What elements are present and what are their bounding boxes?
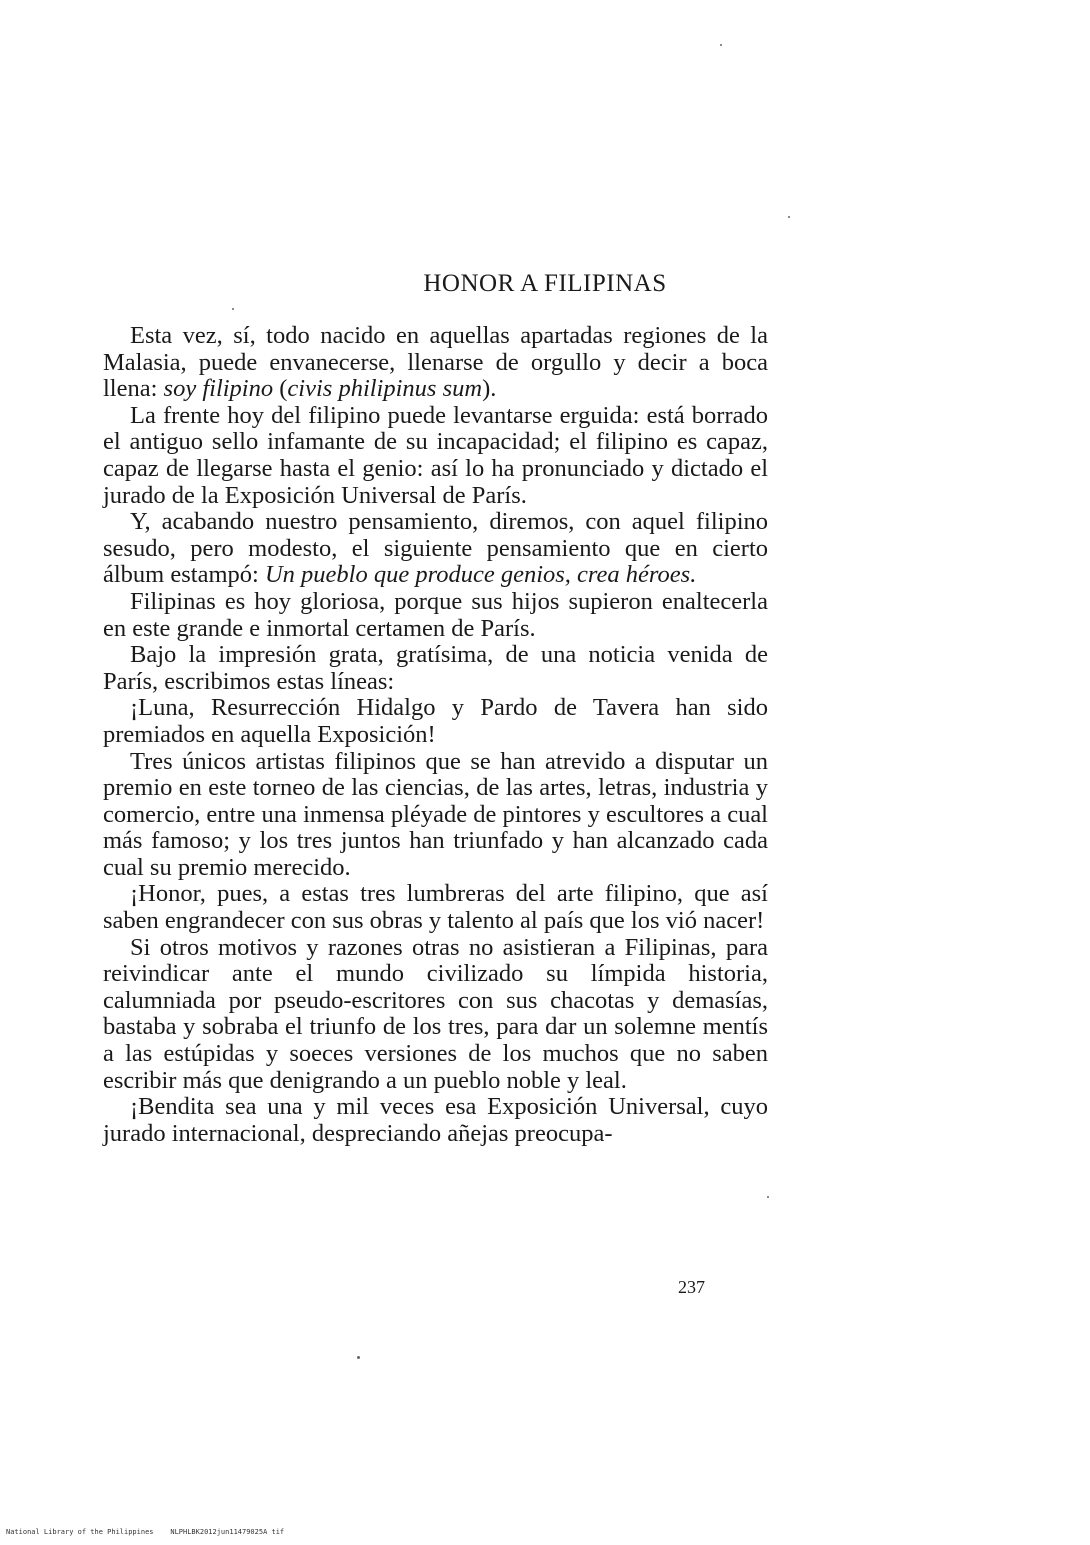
scan-speck xyxy=(767,1196,769,1198)
page-title: HONOR A FILIPINAS xyxy=(423,270,667,297)
italic-text: soy filipino xyxy=(163,375,274,403)
paragraph xyxy=(103,589,768,642)
italic-text: Un pueblo que produce genios, crea héroes. xyxy=(264,561,697,589)
paragraph-text: ( xyxy=(273,375,288,403)
paragraph-text: ¡Luna, Resurrección Hidalgo y Pardo de Tavera han sido premiados en aquella Exposición! xyxy=(103,694,768,748)
paragraph xyxy=(103,642,768,695)
paragraph-text: Si otros motivos y razones otras no asistieran a Filipinas, para reivindicar ante el mundo civilizado su límpida historia, calumniada por pseudo-escritores con sus chacotas y demasías, bastaba y sobraba el triunfo de los tres, para dar un solemne mentís a las estúpidas y soeces versiones de los muchos que no saben escribir más que denigrando a un pueblo noble y leal. xyxy=(103,933,768,1094)
scan-speck xyxy=(788,216,790,218)
paragraph-text: ¡Honor, pues, a estas tres lumbreras del arte filipino, que así saben engrandecer con sus obras y talento al país que los vió nacer! xyxy=(103,880,768,935)
scan-speck xyxy=(357,1356,360,1359)
paragraph xyxy=(103,749,768,882)
paragraph-text: La frente hoy del filipino puede levantarse erguida: está borrado el antiguo sello infamante de su incapacidad; el filipino es capaz, capaz de llegarse hasta el genio: así lo ha pronunciado y dictado el jurado de la Exposición Universal de París. xyxy=(103,401,768,509)
paragraph xyxy=(103,1094,768,1147)
paragraph-text: ¡Bendita sea una y mil veces esa Exposición Universal, cuyo jurado internacional, despreciando añejas preocupa- xyxy=(103,1093,768,1147)
body-text xyxy=(103,323,768,1147)
scan-speck xyxy=(720,44,722,46)
page-number: 237 xyxy=(678,1277,705,1297)
paragraph xyxy=(103,881,768,934)
paragraph-text: ). xyxy=(482,375,497,403)
scan-speck xyxy=(232,308,234,310)
paragraph-text: Esta vez, sí, todo nacido en aquellas apartadas regiones de la Malasia, puede envanecerse, llenarse de orgullo y decir a boca llena: xyxy=(103,322,768,403)
paragraph-text: Y, acabando nuestro pensamiento, diremos, con aquel filipino sesudo, pero modesto, el siguiente pensamiento que en cierto álbum estampó: xyxy=(103,508,768,589)
italic-text: civis philipinus sum xyxy=(287,375,483,403)
paragraph-text: Filipinas es hoy gloriosa, porque sus hijos supieron enaltecerla en este grande e inmortal certamen de París. xyxy=(103,587,768,642)
paragraph xyxy=(103,403,768,509)
paragraph xyxy=(103,695,768,748)
paragraph xyxy=(103,935,768,1095)
scan-footer: National Library of the Philippines NLPHLBK2012jun11479025A tif xyxy=(6,1528,285,1536)
paragraph xyxy=(103,323,768,403)
paragraph-text: Tres únicos artistas filipinos que se han atrevido a disputar un premio en este torneo de las ciencias, de las artes, letras, industria y comercio, entre una inmensa pléyade de pintores y escultores a cual más famoso; y los tres juntos han triunfado y han alcanzado cada cual su premio merecido. xyxy=(103,747,768,881)
paragraph-text: Bajo la impresión grata, gratísima, de una noticia venida de París, escribimos estas líneas: xyxy=(103,641,768,695)
paragraph xyxy=(103,509,768,589)
